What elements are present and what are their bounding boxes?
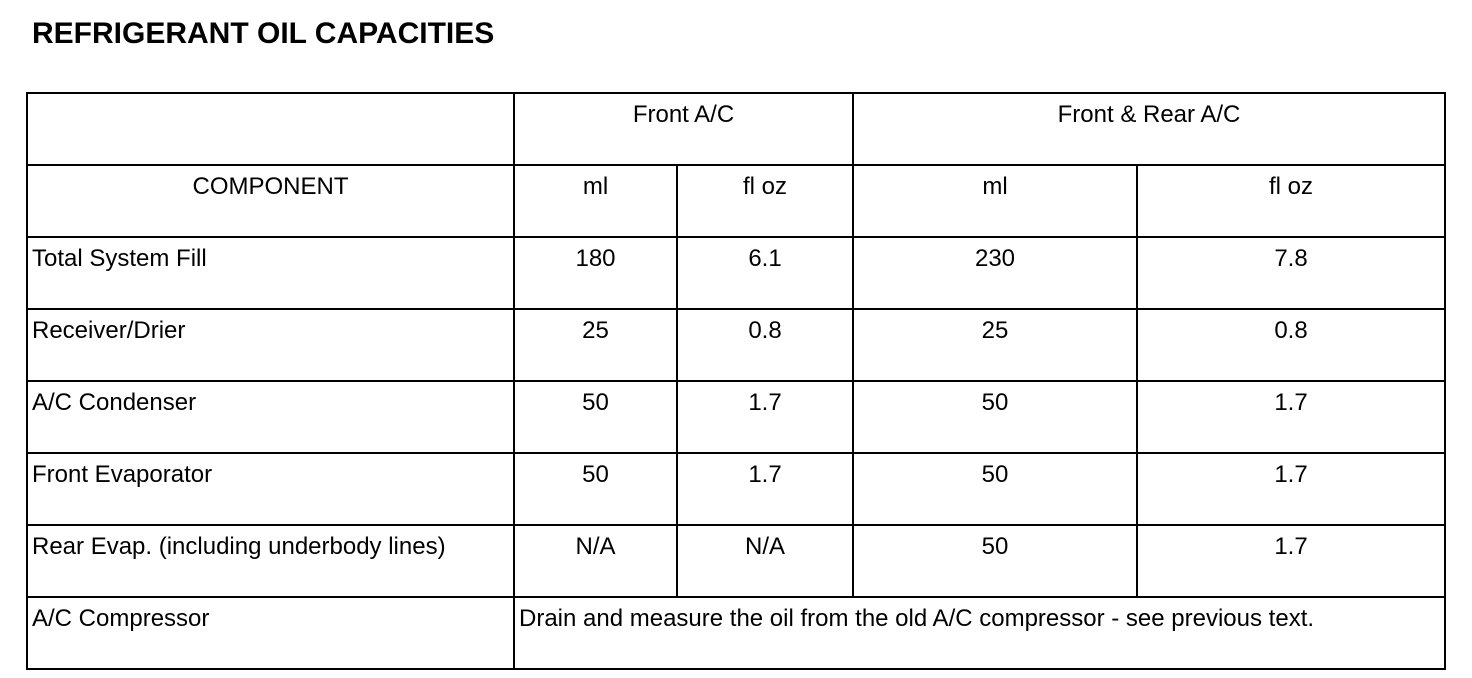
component-cell: A/C Compressor (27, 597, 514, 669)
component-cell: Front Evaporator (27, 453, 514, 525)
table-row (27, 525, 1445, 597)
column-header-front-floz: fl oz (677, 165, 853, 237)
front-floz-cell: 0.8 (677, 309, 853, 381)
component-cell: Receiver/Drier (27, 309, 514, 381)
column-header-front-ml: ml (514, 165, 677, 237)
component-cell: Rear Evap. (including underbody lines) (27, 525, 514, 597)
rear-ml-cell: 230 (853, 237, 1137, 309)
group-header-row (27, 93, 1445, 165)
column-header-rear-ml: ml (853, 165, 1137, 237)
table-row (27, 453, 1445, 525)
front-ml-cell: 25 (514, 309, 677, 381)
oil-capacities-table (26, 92, 1446, 670)
front-ml-cell: 180 (514, 237, 677, 309)
component-cell: A/C Condenser (27, 381, 514, 453)
front-ml-cell: N/A (514, 525, 677, 597)
front-floz-cell: 6.1 (677, 237, 853, 309)
column-header-rear-floz: fl oz (1137, 165, 1445, 237)
front-ml-cell: 50 (514, 453, 677, 525)
table-row (27, 237, 1445, 309)
rear-ml-cell: 50 (853, 525, 1137, 597)
rear-ml-cell: 50 (853, 453, 1137, 525)
group-header-front-ac: Front A/C (514, 93, 853, 165)
table-row (27, 309, 1445, 381)
compressor-note: Drain and measure the oil from the old A/C compressor - see previous text. (514, 597, 1445, 669)
compressor-row (27, 597, 1445, 669)
rear-ml-cell: 50 (853, 381, 1137, 453)
column-header-component: COMPONENT (27, 165, 514, 237)
rear-floz-cell: 1.7 (1137, 453, 1445, 525)
front-floz-cell: N/A (677, 525, 853, 597)
rear-floz-cell: 7.8 (1137, 237, 1445, 309)
page-title: REFRIGERANT OIL CAPACITIES (32, 17, 495, 50)
table-row (27, 381, 1445, 453)
rear-floz-cell: 0.8 (1137, 309, 1445, 381)
column-header-row (27, 165, 1445, 237)
front-ml-cell: 50 (514, 381, 677, 453)
rear-floz-cell: 1.7 (1137, 525, 1445, 597)
front-floz-cell: 1.7 (677, 381, 853, 453)
group-header-empty (27, 93, 514, 165)
group-header-front-rear-ac: Front & Rear A/C (853, 93, 1445, 165)
rear-floz-cell: 1.7 (1137, 381, 1445, 453)
front-floz-cell: 1.7 (677, 453, 853, 525)
component-cell: Total System Fill (27, 237, 514, 309)
rear-ml-cell: 25 (853, 309, 1137, 381)
